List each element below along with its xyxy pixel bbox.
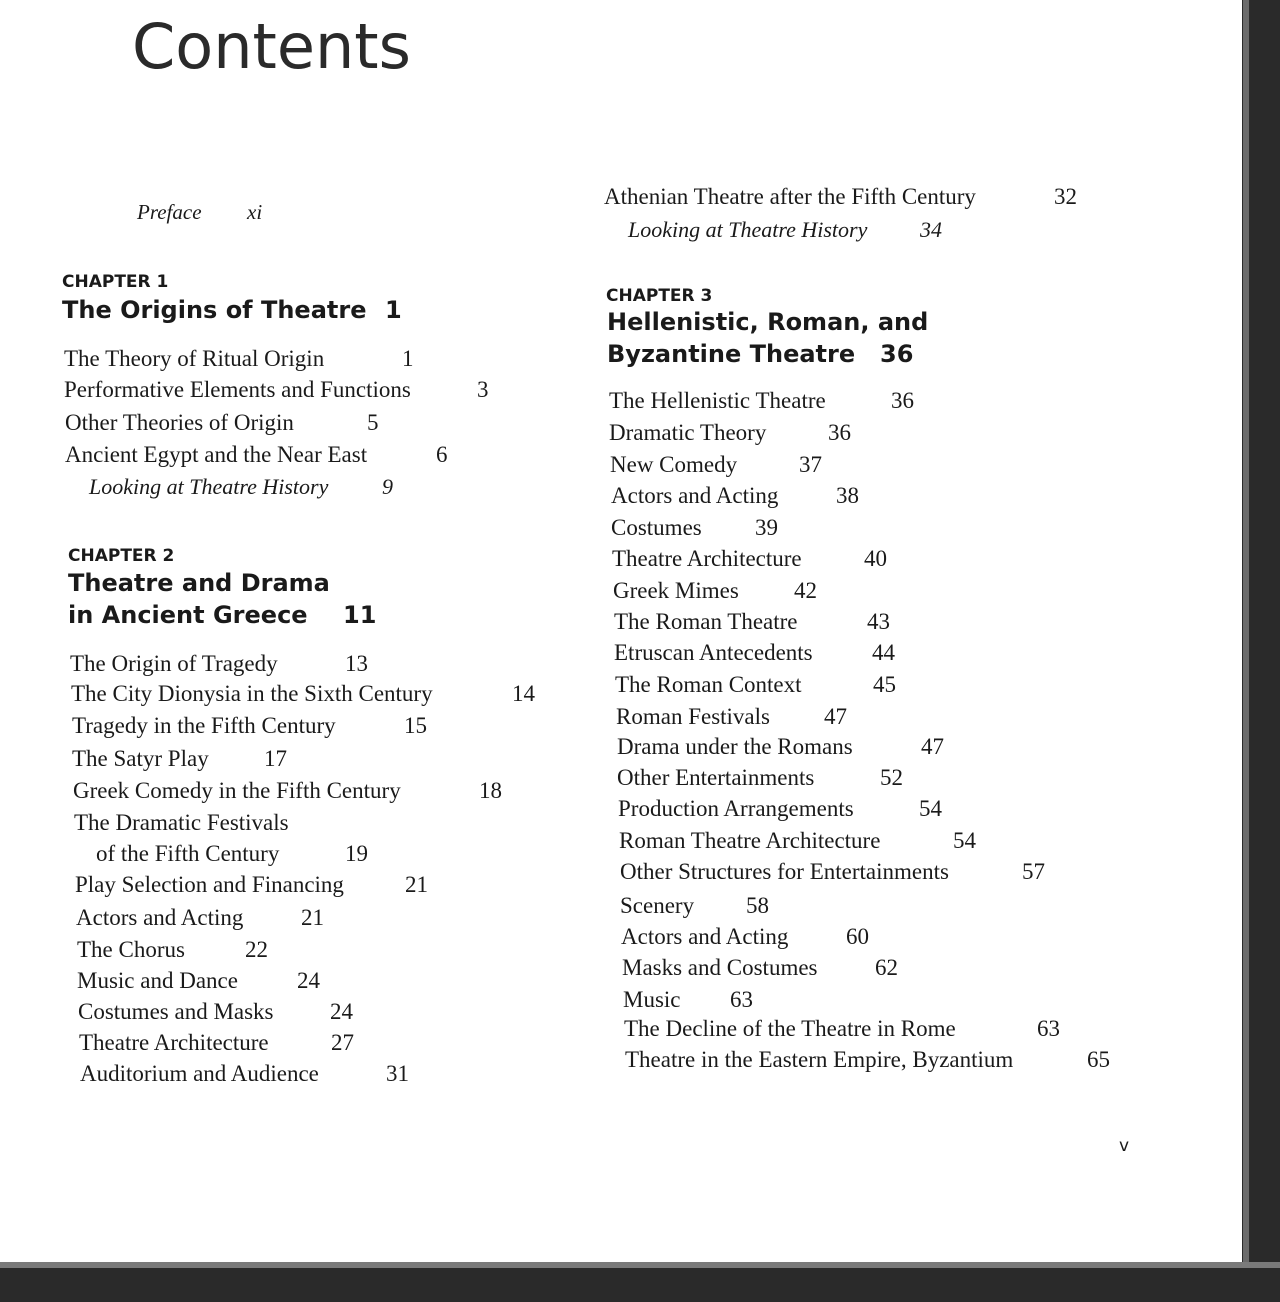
toc-entry — [611, 515, 778, 541]
toc-entry — [77, 937, 268, 963]
toc-entry-page: 47 — [921, 734, 944, 759]
chapter-3-title-line-2: Byzantine Theatre — [607, 340, 856, 368]
toc-entry-title: Masks and Costumes — [622, 955, 818, 980]
preface-page: xi — [247, 200, 263, 224]
toc-entry-page: 24 — [297, 968, 320, 993]
toc-entry-page: 42 — [794, 578, 817, 603]
toc-entry — [617, 765, 903, 791]
chapter-3-label: CHAPTER 3 — [606, 286, 713, 306]
toc-entry-title: Roman Theatre Architecture — [619, 828, 881, 853]
toc-entry-page: 60 — [846, 924, 869, 949]
toc-entry-title: of the Fifth Century — [96, 841, 280, 866]
chapter-1-title — [62, 294, 402, 326]
toc-entry — [79, 1030, 354, 1056]
toc-entry — [64, 377, 489, 403]
toc-entry-title: Costumes and Masks — [78, 999, 274, 1024]
toc-entry — [78, 999, 353, 1025]
toc-entry-page: 14 — [512, 681, 535, 706]
toc-entry-page: 1 — [402, 346, 414, 371]
toc-entry-title: Auditorium and Audience — [80, 1061, 319, 1086]
toc-entry-title: Performative Elements and Functions — [64, 377, 411, 402]
toc-entry — [618, 796, 942, 822]
toc-entry-page: 65 — [1087, 1047, 1110, 1072]
page-folio: v — [1119, 1136, 1130, 1156]
chapter-1-page: 1 — [385, 296, 402, 324]
toc-entry-page: 21 — [301, 905, 324, 930]
toc-entry — [609, 420, 851, 446]
toc-entry — [611, 483, 859, 509]
toc-entry-page: 31 — [386, 1061, 409, 1086]
toc-entry — [75, 872, 428, 898]
toc-entry — [89, 474, 393, 500]
toc-entry-page: 32 — [1054, 184, 1077, 209]
toc-entry — [80, 1061, 409, 1087]
toc-entry — [625, 1047, 1110, 1073]
toc-entry-page: 34 — [920, 217, 942, 242]
chapter-2-page: 11 — [343, 601, 377, 629]
toc-entry — [64, 346, 414, 372]
toc-entry-page: 57 — [1022, 859, 1045, 884]
toc-entry-title: The Chorus — [77, 937, 185, 962]
toc-entry-page: 5 — [367, 410, 379, 435]
toc-entry-page: 22 — [245, 937, 268, 962]
toc-entry — [614, 640, 895, 666]
toc-entry — [620, 859, 1045, 885]
toc-entry-title: The Decline of the Theatre in Rome — [624, 1016, 956, 1041]
toc-entry-title: Theatre in the Eastern Empire, Byzantium — [625, 1047, 1014, 1072]
toc-entry-title: Other Entertainments — [617, 765, 815, 790]
toc-entry-page: 63 — [730, 987, 753, 1012]
toc-entry — [65, 410, 379, 436]
toc-entry — [76, 905, 324, 931]
toc-entry — [622, 955, 898, 981]
toc-entry — [72, 746, 287, 772]
toc-entry-page: 37 — [799, 452, 822, 477]
toc-entry-page: 6 — [436, 442, 448, 467]
toc-entry — [71, 681, 535, 707]
toc-entry — [65, 442, 448, 468]
toc-entry-title: Greek Comedy in the Fifth Century — [73, 778, 401, 803]
toc-entry-page: 52 — [880, 765, 903, 790]
chapter-3-title — [607, 306, 928, 370]
toc-entry-title: Other Structures for Entertainments — [620, 859, 949, 884]
toc-entry-page: 54 — [919, 796, 942, 821]
toc-entry-title: Looking at Theatre History — [628, 217, 868, 242]
toc-entry — [621, 924, 869, 950]
toc-entry-page: 21 — [405, 872, 428, 897]
toc-entry-page: 40 — [864, 546, 887, 571]
toc-entry-page: 36 — [891, 388, 914, 413]
toc-entry-title: The Dramatic Festivals — [74, 810, 289, 835]
toc-entry-title: Actors and Acting — [621, 924, 789, 949]
toc-entry-title: Looking at Theatre History — [89, 474, 329, 499]
toc-entry — [628, 217, 942, 243]
toc-entry-page: 15 — [404, 713, 427, 738]
chapter-3-page: 36 — [880, 340, 914, 368]
toc-entry-page: 3 — [477, 377, 489, 402]
toc-entry-page: 63 — [1037, 1016, 1060, 1041]
toc-entry — [619, 828, 976, 854]
toc-entry-title: Ancient Egypt and the Near East — [65, 442, 368, 467]
toc-entry-title: Costumes — [611, 515, 702, 540]
chapter-2-label: CHAPTER 2 — [68, 546, 175, 566]
toc-entry — [77, 968, 320, 994]
toc-entry-title: Actors and Acting — [611, 483, 779, 508]
toc-entry — [617, 734, 944, 760]
toc-entry — [624, 1016, 1060, 1042]
chapter-2-title — [68, 567, 377, 631]
toc-entry-title: Music and Dance — [77, 968, 238, 993]
toc-entry — [616, 704, 847, 730]
preface-entry — [137, 200, 263, 225]
toc-entry-page: 38 — [836, 483, 859, 508]
chapter-3-title-line-1: Hellenistic, Roman, and — [607, 308, 929, 336]
toc-entry-page: 54 — [953, 828, 976, 853]
scan-edge-right — [1242, 0, 1280, 1302]
toc-entry-title: Play Selection and Financing — [75, 872, 344, 897]
toc-entry — [613, 578, 817, 604]
toc-entry-title: The Roman Theatre — [614, 609, 798, 634]
scan-edge-bottom — [0, 1262, 1280, 1302]
toc-entry-page: 13 — [345, 651, 368, 676]
toc-entry-title: Music — [623, 987, 681, 1012]
toc-entry — [73, 778, 502, 804]
toc-entry — [623, 987, 753, 1013]
toc-entry-title: Tragedy in the Fifth Century — [72, 713, 336, 738]
chapter-1-title-text: The Origins of Theatre — [62, 296, 367, 324]
toc-entry-page: 24 — [330, 999, 353, 1024]
toc-entry-title: The Origin of Tragedy — [70, 651, 278, 676]
toc-entry-title: The Theory of Ritual Origin — [64, 346, 325, 371]
toc-entry — [70, 651, 368, 677]
toc-entry-page: 27 — [331, 1030, 354, 1055]
toc-entry-title: The Hellenistic Theatre — [609, 388, 826, 413]
toc-entry-title: Etruscan Antecedents — [614, 640, 813, 665]
toc-entry — [96, 841, 368, 867]
toc-entry — [615, 672, 896, 698]
toc-entry — [72, 713, 427, 739]
toc-entry — [74, 810, 289, 836]
toc-entry-page: 47 — [824, 704, 847, 729]
toc-entry-title: New Comedy — [610, 452, 738, 477]
toc-entry — [604, 184, 1077, 210]
toc-entry-title: Roman Festivals — [616, 704, 770, 729]
chapter-2-title-line-1: Theatre and Drama — [68, 569, 330, 597]
toc-entry-page: 58 — [746, 893, 769, 918]
toc-entry-title: Drama under the Romans — [617, 734, 853, 759]
toc-entry-page: 44 — [872, 640, 895, 665]
toc-entry-title: Production Arrangements — [618, 796, 854, 821]
toc-entry-title: Scenery — [620, 893, 695, 918]
chapter-2-title-line-2: in Ancient Greece — [68, 601, 308, 629]
chapter-1-label: CHAPTER 1 — [62, 272, 169, 292]
toc-entry-title: Dramatic Theory — [609, 420, 767, 445]
toc-entry-page: 39 — [755, 515, 778, 540]
toc-entry — [614, 609, 890, 635]
toc-entry-title: The Roman Context — [615, 672, 802, 697]
toc-entry-title: Greek Mimes — [613, 578, 739, 603]
toc-entry-page: 18 — [479, 778, 502, 803]
toc-entry-page: 17 — [264, 746, 287, 771]
toc-entry-page: 36 — [828, 420, 851, 445]
toc-entry-title: Theatre Architecture — [79, 1030, 269, 1055]
page-title: Contents — [132, 10, 411, 83]
toc-entry-title: Theatre Architecture — [612, 546, 802, 571]
toc-entry-page: 9 — [382, 474, 393, 499]
toc-entry — [609, 388, 914, 414]
toc-entry-title: The Satyr Play — [72, 746, 209, 771]
preface-label: Preface — [137, 200, 202, 224]
toc-entry-title: Athenian Theatre after the Fifth Century — [604, 184, 976, 209]
toc-entry-title: Actors and Acting — [76, 905, 244, 930]
toc-entry-page: 43 — [867, 609, 890, 634]
toc-entry-page: 19 — [345, 841, 368, 866]
toc-entry-page: 62 — [875, 955, 898, 980]
toc-entry-title: The City Dionysia in the Sixth Century — [71, 681, 433, 706]
toc-entry — [612, 546, 887, 572]
toc-entry-page: 45 — [873, 672, 896, 697]
toc-entry — [620, 893, 769, 919]
toc-entry — [610, 452, 822, 478]
toc-entry-title: Other Theories of Origin — [65, 410, 294, 435]
